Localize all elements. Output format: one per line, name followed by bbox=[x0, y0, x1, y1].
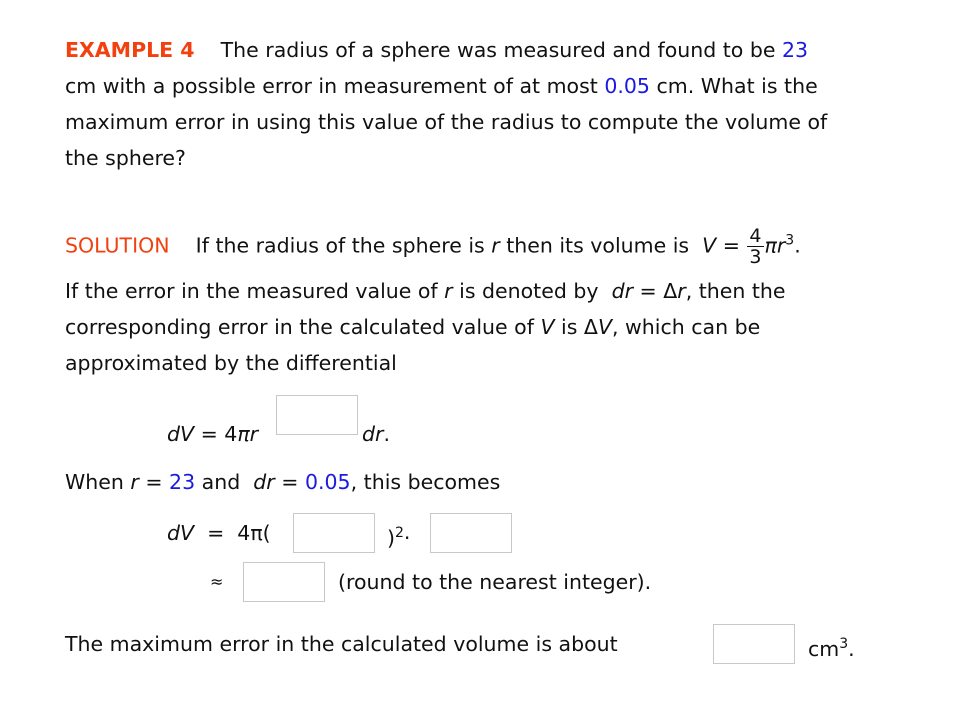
text: If the radius of the sphere is bbox=[195, 233, 492, 258]
unit: $cm^3$. bbox=[808, 636, 855, 661]
solution-line-3: corresponding error in the calculated value of V is ΔV, which can be bbox=[65, 315, 761, 339]
approx-symbol: ≈ bbox=[210, 572, 224, 591]
text: corresponding error in the calculated value of bbox=[65, 315, 541, 339]
text: , which can be bbox=[611, 315, 761, 339]
dr-text: dr. bbox=[362, 422, 390, 446]
unit-text: cm bbox=[808, 636, 840, 661]
solution-line-2: If the error in the measured value of r is denoted by dr = Δr, then the bbox=[65, 279, 786, 303]
example-line-1 bbox=[65, 36, 808, 64]
text: When bbox=[65, 470, 131, 494]
differential-formula: dV = 4πr bbox=[167, 422, 259, 446]
when-line: When r = 23 and dr = 0.05, this becomes bbox=[65, 470, 501, 494]
denominator: 3 bbox=[749, 246, 762, 268]
r-value: 23 bbox=[169, 470, 196, 494]
fraction bbox=[747, 226, 763, 267]
text: is denoted by bbox=[452, 279, 606, 303]
example-label: EXAMPLE 4 bbox=[65, 38, 195, 62]
solution-label: SOLUTION bbox=[65, 233, 170, 258]
text: If the error in the measured value of bbox=[65, 279, 445, 303]
max-error-input[interactable] bbox=[713, 624, 795, 664]
text: cm. What is the bbox=[649, 74, 818, 98]
example-line-3: maximum error in using this value of the radius to compute the volume of bbox=[65, 110, 828, 134]
solution-line: SOLUTION If the radius of the sphere is r then its volume is V = $\frac{4}{3}$ $\pi r^3$. bbox=[65, 225, 801, 268]
dr-value: 0.05 bbox=[304, 470, 351, 494]
text: and bbox=[195, 470, 247, 494]
exponent-input[interactable] bbox=[276, 395, 358, 435]
rounded-input[interactable] bbox=[243, 562, 325, 602]
example-line-2 bbox=[65, 72, 818, 100]
round-note: (round to the nearest integer). bbox=[338, 570, 652, 594]
final-text: The maximum error in the calculated volume is about bbox=[65, 632, 618, 656]
text: this becomes bbox=[357, 470, 501, 494]
solution-line-4: approximated by the differential bbox=[65, 351, 397, 375]
squared-dot: )$^2$· bbox=[387, 525, 411, 550]
dv-eq: dV = 4π( bbox=[167, 521, 271, 545]
text: then its volume is bbox=[499, 233, 696, 258]
numerator: 4 bbox=[749, 225, 762, 247]
error-value: 0.05 bbox=[604, 74, 650, 98]
radius-input[interactable] bbox=[293, 513, 375, 553]
example-line-4: the sphere? bbox=[65, 146, 186, 170]
text: The radius of a sphere was measured and found to be bbox=[220, 38, 783, 62]
dr-input[interactable] bbox=[430, 513, 512, 553]
text: then the bbox=[698, 279, 786, 303]
radius-value: 23 bbox=[782, 38, 809, 62]
text: is bbox=[554, 315, 584, 339]
text: cm with a possible error in measurement of at most bbox=[65, 74, 605, 98]
